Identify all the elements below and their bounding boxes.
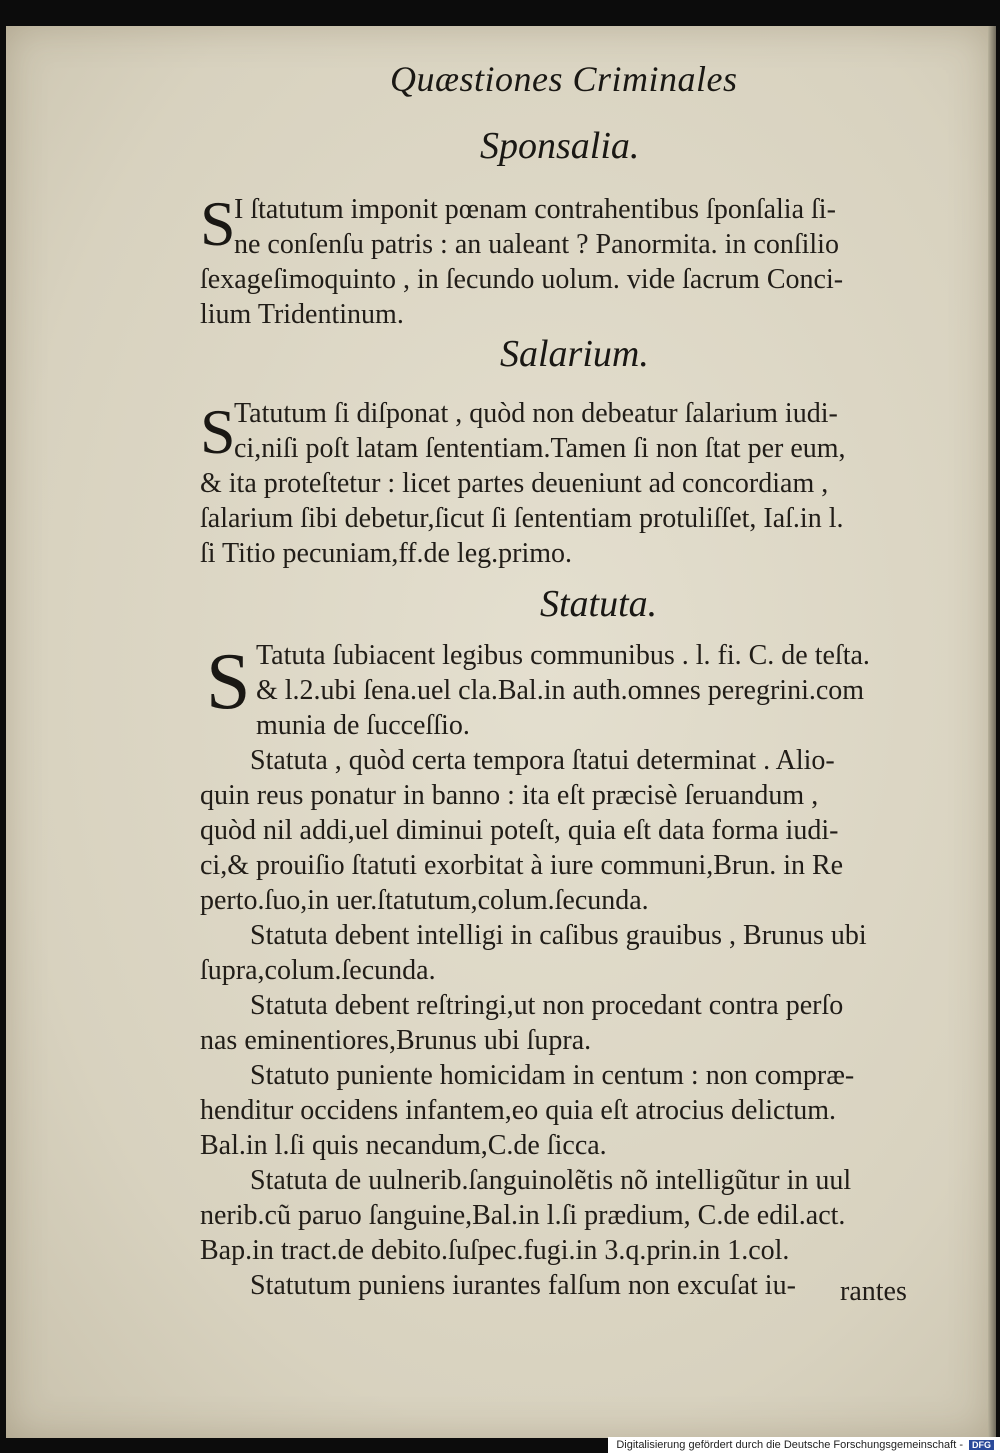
section-heading-salarium: Salarium. [500, 333, 649, 375]
text-line: nerib.cũ paruo ſanguine,Bal.in l.ſi prædium, C.de edil.act. [200, 1200, 846, 1231]
text-line: & ita proteſtetur : licet partes deueniunt ad concordiam , [200, 468, 829, 499]
text-line: & l.2.ubi ſena.uel cla.Bal.in auth.omnes peregrini.com [256, 675, 865, 706]
text-line: henditur occidens infantem,eo quia eſt atrocius delictum. [200, 1095, 837, 1126]
digitization-footer [608, 1437, 1000, 1453]
text-line: Tatuta ſubiacent legibus communibus . l. fi. C. de teſta. [256, 640, 870, 671]
text-line: Statuto puniente homicidam in centum : non compræ- [250, 1060, 855, 1091]
paragraph-statuta [200, 638, 950, 1303]
text-line: ci,niſi poſt latam ſententiam.Tamen ſi non ſtat per eum, [234, 433, 846, 464]
catchword: rantes [840, 1276, 907, 1307]
text-line: I ſtatutum imponit pœnam contrahentibus ſponſalia ſi- [234, 194, 836, 225]
text-line: ſupra,colum.ſecunda. [200, 955, 436, 986]
paragraph-salarium [200, 396, 950, 571]
text-line: quòd nil addi,uel diminui poteſt, quia eſt data forma iudi- [200, 815, 839, 846]
text-line: Bal.in l.ſi quis necandum,C.de ſicca. [200, 1130, 607, 1161]
text-line: munia de ſucceſſio. [256, 710, 470, 741]
text-line: nas eminentiores,Brunus ubi ſupra. [200, 1025, 592, 1056]
running-head: Quæstiones Criminales [390, 59, 738, 99]
drop-initial-sponsalia: S [200, 188, 236, 259]
section-heading-statuta: Statuta. [540, 583, 658, 625]
text-line: perto.ſuo,in uer.ſtatutum,colum.ſecunda. [200, 885, 649, 916]
text-line: Statuta debent intelligi in caſibus grauibus , Brunus ubi [250, 920, 867, 951]
text-line: Statutum puniens iurantes falſum non excuſat iu- [250, 1270, 796, 1301]
text-line: ci,& prouiſio ſtatuti exorbitat à iure communi,Brun. in Re [200, 850, 844, 881]
text-line: ſi Titio pecuniam,ff.de leg.primo. [200, 538, 573, 569]
text-line: Statuta de uulnerib.ſanguinolẽtis nõ intelligũtur in uul [250, 1165, 852, 1196]
text-line: quin reus ponatur in banno : ita eſt præcisè ſeruandum , [200, 780, 819, 811]
paragraph-sponsalia [200, 188, 950, 332]
dfg-logo-icon: DFG [969, 1440, 994, 1450]
text-line: Statuta debent reſtringi,ut non procedant contra perſo [250, 990, 844, 1021]
text-line: Tatutum ſi diſponat , quòd non debeatur ſalarium iudi- [234, 398, 838, 429]
text-line: Bap.in tract.de debito.ſuſpec.fugi.in 3.q.prin.in 1.col. [200, 1235, 790, 1266]
drop-initial-salarium: S [200, 396, 236, 467]
text-line: ſalarium ſibi debetur,ſicut ſi ſententiam protuliſſet, Iaſ.in l. [200, 503, 844, 534]
page-edge [988, 26, 996, 1438]
text-line: ne conſenſu patris : an ualeant ? Panormita. in conſilio [234, 229, 839, 260]
text-line: ſexageſimoquinto , in ſecundo uolum. vide ſacrum Conci- [200, 264, 844, 295]
section-heading-sponsalia: Sponsalia. [480, 125, 640, 167]
text-line: Statuta , quòd certa tempora ſtatui determinat . Alio- [250, 745, 835, 776]
footer-credit: Digitalisierung gefördert durch die Deutsche Forschungsgemeinschaft - [616, 1439, 963, 1451]
drop-initial-statuta: S [206, 638, 251, 726]
text-line: lium Tridentinum. [200, 299, 404, 330]
